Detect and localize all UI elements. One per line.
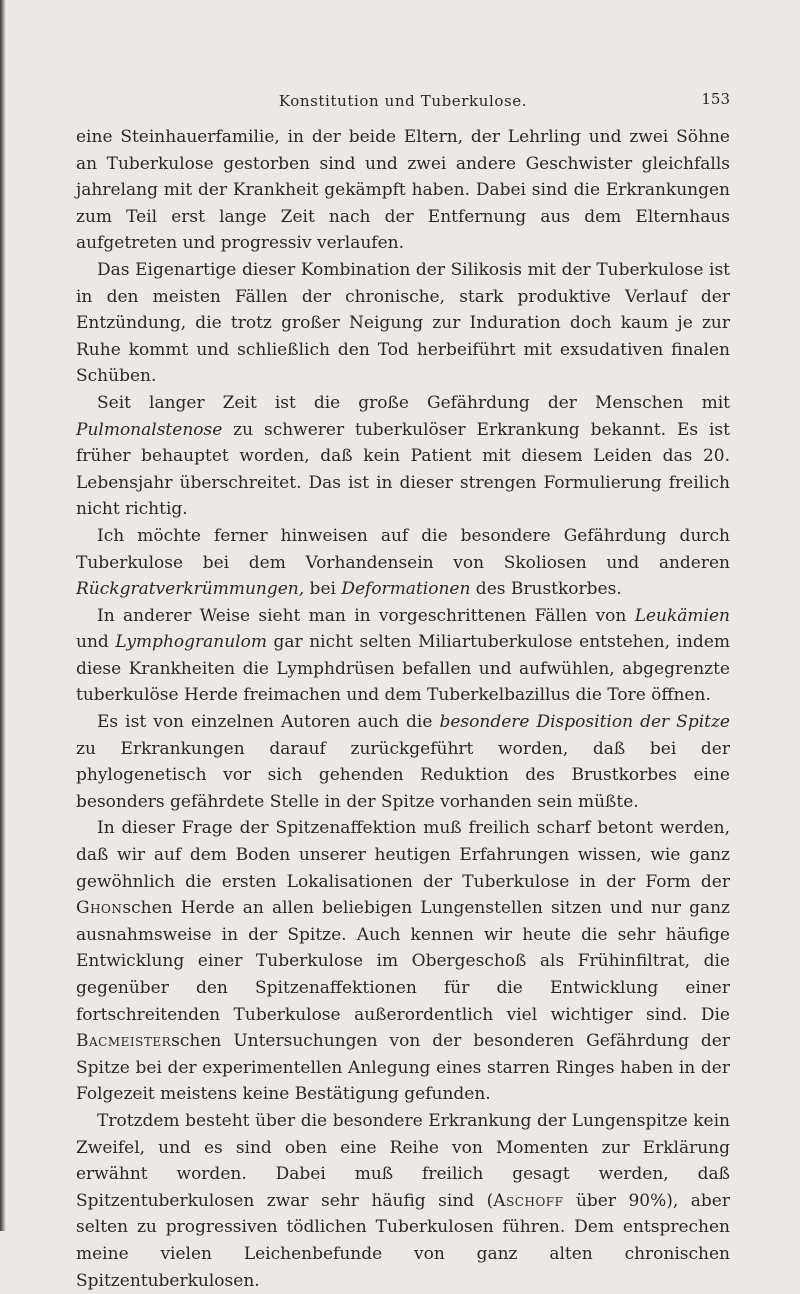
emphasis-term: Rückgratverkrümmungen, xyxy=(76,579,305,600)
paragraph-8: Trotzdem besteht über die besondere Erkrankung der Lungenspitze kein Zweifel, und es sind oben eine Reihe von Momenten zur Erklärung erwähnt worden. Dabei muß freilich gesagt werden, daß Spitzentuberkulosen zwar sehr häufig sind (Aschoff über 90%), aber selten zu progressiven tödlichen Tuberkulosen führen. Dem entsprechen meine vielen Leichenbefunde von ganz alten chronischen Spitzentuberkulosen. xyxy=(76,1110,730,1291)
running-head xyxy=(76,90,730,116)
paragraph-4: Ich möchte ferner hinweisen auf die besondere Gefährdung durch Tuberkulose bei dem Vorhandensein von Skoliosen und anderen Rückgratverkrümmungen, bei Deformationen des Brustkorbes. xyxy=(76,525,730,600)
author-name: Bacmeister xyxy=(76,1031,172,1052)
emphasis-term: Leukämien xyxy=(634,605,730,626)
page-number: 153 xyxy=(701,90,730,108)
paragraph-5: In anderer Weise sieht man in vorgeschrittenen Fällen von Leukämien und Lymphogranulom gar nicht selten Miliartuberkulose entstehen, indem diese Krankheiten die Lymphdrüsen befallen und aufwühlen, abgegrenzte tuberkulöse Herde freimachen und dem Tuberkelbazillus die Tore öffnen. xyxy=(76,605,730,706)
book-page xyxy=(76,90,730,1294)
paragraph-3: Seit langer Zeit ist die große Gefährdung der Menschen mit Pulmonalstenose zu schwerer tuberkulöser Erkrankung bekannt. Es ist früher behauptet worden, daß kein Patient mit diesem Leiden das 20. Lebensjahr überschreitet. Das ist in dieser strengen Formulierung freilich nicht richtig. xyxy=(76,392,730,520)
emphasis-term: besondere Disposition der Spitze xyxy=(439,712,730,733)
author-name: Aschoff xyxy=(493,1190,564,1211)
page-edge-shadow xyxy=(0,0,6,1231)
running-title: Konstitution und Tuberkulose. xyxy=(278,92,528,110)
paragraph-6: Es ist von einzelnen Autoren auch die besondere Disposition der Spitze zu Erkrankungen darauf zurückgeführt worden, daß bei der phylogenetisch vor sich gehenden Reduktion des Brustkorbes eine besonders gefährdete Stelle in der Spitze vorhanden sein müßte. xyxy=(76,712,730,812)
paragraph-1: eine Steinhauerfamilie, in der beide Eltern, der Lehrling und zwei Söhne an Tuberkulose gestorben sind und zwei andere Geschwister gleichfalls jahrelang mit der Krankheit gekämpft haben. Dabei sind die Erkrankungen zum Teil erst lange Zeit nach der Entfernung aus dem Elternhaus aufgetreten und progressiv verlaufen. xyxy=(76,127,730,254)
emphasis-term: Lymphogranulom xyxy=(115,632,267,653)
body-text xyxy=(76,124,730,1294)
emphasis-term: Deformationen xyxy=(341,579,471,600)
emphasis-term: Pulmonalstenose xyxy=(76,419,223,440)
author-name: Ghon xyxy=(76,898,123,919)
paragraph-2: Das Eigenartige dieser Kombination der Silikosis mit der Tuberkulose ist in den meisten Fällen der chronische, stark produktive Verlauf der Entzündung, die trotz großer Neigung zur Induration doch kaum je zur Ruhe kommt und schließlich den Tod herbeiführt mit exsudativen finalen Schüben. xyxy=(76,259,730,387)
paragraph-7: In dieser Frage der Spitzenaffektion muß freilich scharf betont werden, daß wir auf dem Boden unserer heutigen Erfahrungen wissen, wie ganz gewöhnlich die ersten Lokalisationen der Tuberkulose in der Form der Ghonschen Herde an allen beliebigen Lungenstellen sitzen und nur ganz ausnahmsweise in der Spitze. Auch kennen wir heute die sehr häufige Entwicklung einer Tuberkulose im Obergeschoß als Frühinfiltrat, die gegenüber den Spitzenaffektionen für die Entwicklung einer fortschreitenden Tuberkulose außerordentlich viel wichtiger sind. Die Bacmeisterschen Untersuchungen von der besonderen Gefährdung der Spitze bei der experimentellen Anlegung eines starren Ringes haben in der Folgezeit meistens keine Bestätigung gefunden. xyxy=(76,818,730,1105)
